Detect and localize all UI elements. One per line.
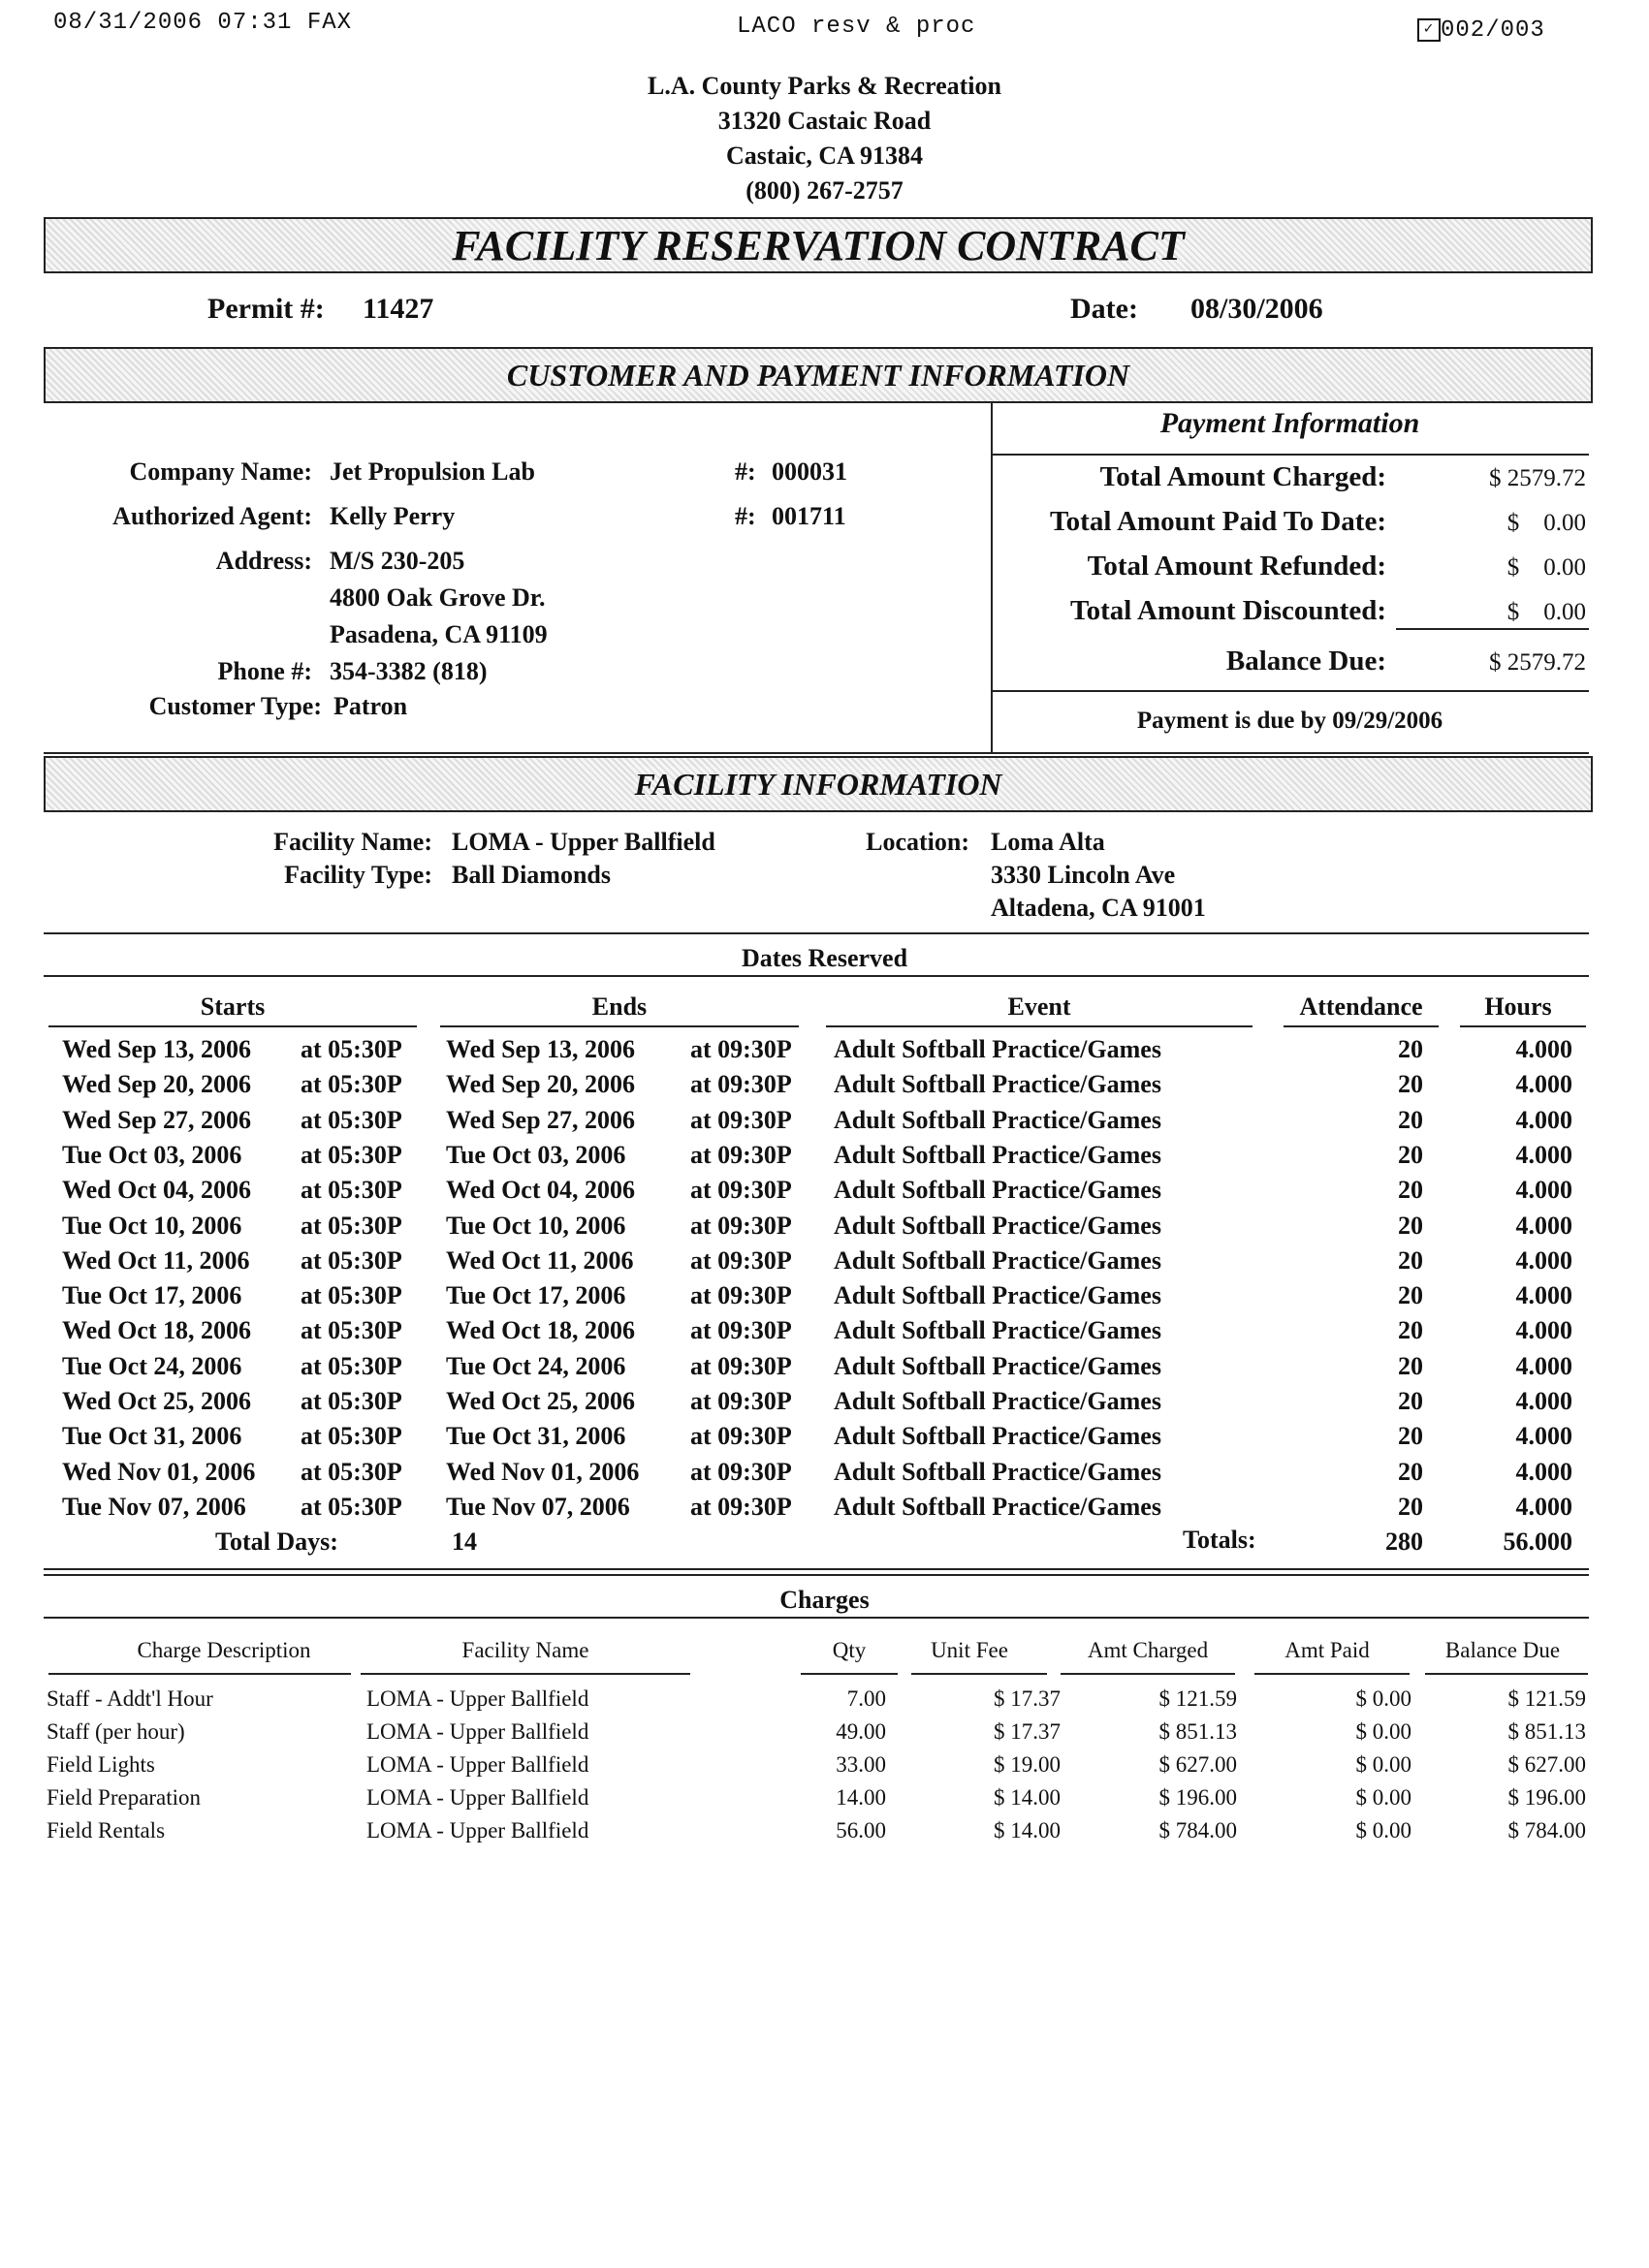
event-name: Adult Softball Practice/Games bbox=[834, 1035, 1161, 1063]
attendance: 20 bbox=[1398, 1105, 1423, 1134]
hours: 4.000 bbox=[1515, 1035, 1572, 1063]
charge-amt-charged: $ 784.00 bbox=[1158, 1818, 1237, 1843]
start-time: at 05:30P bbox=[301, 1457, 402, 1486]
col-ends: Ends bbox=[591, 992, 648, 1021]
fax-sender: LACO resv & proc bbox=[737, 14, 976, 40]
col-qty: Qty bbox=[832, 1638, 867, 1662]
attendance: 20 bbox=[1398, 1281, 1423, 1310]
location-label: Location: bbox=[866, 828, 969, 856]
charge-description: Field Preparation bbox=[47, 1785, 202, 1810]
charge-amt-paid: $ 0.00 bbox=[1355, 1719, 1411, 1744]
charge-unit-fee: $ 14.00 bbox=[994, 1818, 1061, 1843]
event-name: Adult Softball Practice/Games bbox=[834, 1457, 1161, 1486]
col-starts: Starts bbox=[200, 992, 266, 1021]
end-date: Wed Nov 01, 2006 bbox=[446, 1457, 640, 1486]
event-name: Adult Softball Practice/Games bbox=[834, 1492, 1161, 1521]
charge-row bbox=[0, 1752, 1649, 1787]
company-name-label: Company Name: bbox=[129, 457, 312, 486]
end-date: Wed Oct 25, 2006 bbox=[446, 1387, 635, 1415]
event-name: Adult Softball Practice/Games bbox=[834, 1176, 1161, 1205]
attendance: 20 bbox=[1398, 1211, 1423, 1240]
charge-qty: 56.00 bbox=[836, 1818, 886, 1843]
end-date: Tue Nov 07, 2006 bbox=[446, 1492, 630, 1521]
hours: 4.000 bbox=[1515, 1176, 1572, 1205]
agent-label: Authorized Agent: bbox=[112, 502, 312, 530]
col-charge-description: Charge Description bbox=[137, 1638, 311, 1662]
title-band bbox=[44, 217, 1593, 273]
date-row bbox=[0, 1316, 1649, 1351]
agent-name: Kelly Perry bbox=[330, 502, 456, 530]
dates-bottom-rule-1 bbox=[44, 1568, 1589, 1570]
org-name: L.A. County Parks & Recreation bbox=[648, 72, 1001, 100]
charge-facility: LOMA - Upper Ballfield bbox=[366, 1785, 589, 1810]
address-line-2: 4800 Oak Grove Dr. bbox=[330, 583, 546, 612]
date-row bbox=[0, 1458, 1649, 1493]
attendance: 20 bbox=[1398, 1140, 1423, 1169]
start-time: at 05:30P bbox=[301, 1492, 402, 1521]
end-time: at 09:30P bbox=[690, 1387, 792, 1415]
payment-heading-rule bbox=[991, 454, 1589, 456]
start-date: Wed Oct 25, 2006 bbox=[62, 1387, 251, 1415]
charge-unit-fee: $ 14.00 bbox=[994, 1785, 1061, 1810]
charge-unit-fee: $ 17.37 bbox=[994, 1719, 1061, 1744]
start-time: at 05:30P bbox=[301, 1351, 402, 1380]
start-date: Wed Oct 18, 2006 bbox=[62, 1316, 251, 1345]
total-hours: 56.000 bbox=[1503, 1528, 1572, 1556]
start-date: Wed Sep 27, 2006 bbox=[62, 1105, 252, 1134]
col-hours-rule bbox=[1460, 1025, 1586, 1027]
start-time: at 05:30P bbox=[301, 1316, 402, 1345]
end-date: Tue Oct 17, 2006 bbox=[446, 1281, 626, 1310]
date-row bbox=[0, 1176, 1649, 1211]
date-row bbox=[0, 1281, 1649, 1316]
charge-facility: LOMA - Upper Ballfield bbox=[366, 1752, 589, 1777]
total-charged: $ 2579.72 bbox=[1489, 465, 1586, 491]
date-row bbox=[0, 1246, 1649, 1281]
start-date: Tue Oct 10, 2006 bbox=[62, 1211, 242, 1240]
charge-unit-fee: $ 19.00 bbox=[994, 1752, 1061, 1777]
start-date: Wed Oct 04, 2006 bbox=[62, 1176, 251, 1205]
charge-description: Field Lights bbox=[47, 1752, 155, 1777]
event-name: Adult Softball Practice/Games bbox=[834, 1316, 1161, 1345]
charge-amt-paid: $ 0.00 bbox=[1355, 1785, 1411, 1810]
charge-description: Staff (per hour) bbox=[47, 1719, 185, 1744]
hours: 4.000 bbox=[1515, 1316, 1572, 1345]
facility-name: LOMA - Upper Ballfield bbox=[452, 828, 715, 856]
location-line-1: Loma Alta bbox=[991, 828, 1105, 856]
attendance: 20 bbox=[1398, 1070, 1423, 1099]
balance-due: $ 2579.72 bbox=[1489, 649, 1586, 676]
end-time: at 09:30P bbox=[690, 1176, 792, 1205]
total-paid-label: Total Amount Paid To Date: bbox=[1050, 506, 1386, 537]
address-line-1: M/S 230-205 bbox=[330, 547, 465, 575]
charge-description: Staff - Addt'l Hour bbox=[47, 1686, 213, 1711]
charge-facility: LOMA - Upper Ballfield bbox=[366, 1686, 589, 1711]
event-name: Adult Softball Practice/Games bbox=[834, 1281, 1161, 1310]
address-line-3: Pasadena, CA 91109 bbox=[330, 620, 548, 648]
end-time: at 09:30P bbox=[690, 1351, 792, 1380]
event-name: Adult Softball Practice/Games bbox=[834, 1211, 1161, 1240]
dates-heading: Dates Reserved bbox=[741, 944, 908, 972]
agent-number: 001711 bbox=[772, 502, 846, 530]
charge-qty: 7.00 bbox=[846, 1686, 886, 1711]
location-line-3: Altadena, CA 91001 bbox=[991, 894, 1206, 922]
end-date: Tue Oct 03, 2006 bbox=[446, 1140, 626, 1169]
start-date: Wed Sep 13, 2006 bbox=[62, 1035, 252, 1063]
end-date: Wed Oct 04, 2006 bbox=[446, 1176, 635, 1205]
hours: 4.000 bbox=[1515, 1105, 1572, 1134]
payment-sum-rule bbox=[1396, 628, 1589, 630]
event-name: Adult Softball Practice/Games bbox=[834, 1387, 1161, 1415]
location-line-2: 3330 Lincoln Ave bbox=[991, 861, 1176, 889]
start-time: at 05:30P bbox=[301, 1176, 402, 1205]
end-time: at 09:30P bbox=[690, 1492, 792, 1521]
charge-amt-charged: $ 627.00 bbox=[1158, 1752, 1237, 1777]
charge-row bbox=[0, 1818, 1649, 1853]
start-date: Tue Nov 07, 2006 bbox=[62, 1492, 246, 1521]
total-attendance: 280 bbox=[1385, 1528, 1423, 1556]
customer-type: Patron bbox=[333, 692, 408, 720]
col-event: Event bbox=[1007, 992, 1071, 1021]
total-discounted-label: Total Amount Discounted: bbox=[1069, 595, 1386, 626]
payment-footer-rule bbox=[991, 690, 1589, 692]
org-phone: (800) 267-2757 bbox=[745, 176, 904, 205]
total-refunded-label: Total Amount Refunded: bbox=[1087, 551, 1386, 582]
attendance: 20 bbox=[1398, 1422, 1423, 1451]
fax-page bbox=[1417, 17, 1545, 44]
charge-amt-charged: $ 851.13 bbox=[1158, 1719, 1237, 1744]
start-date: Tue Oct 03, 2006 bbox=[62, 1140, 242, 1169]
customer-type-label: Customer Type: bbox=[148, 692, 322, 720]
start-date: Tue Oct 24, 2006 bbox=[62, 1351, 242, 1380]
charge-amt-paid: $ 0.00 bbox=[1355, 1818, 1411, 1843]
charge-qty: 14.00 bbox=[836, 1785, 886, 1810]
fax-check-icon: ✓ bbox=[1417, 18, 1441, 42]
charge-row bbox=[0, 1719, 1649, 1754]
fax-page-number: 002/003 bbox=[1441, 17, 1545, 44]
col-attendance-rule bbox=[1284, 1025, 1439, 1027]
customer-box-bottom bbox=[44, 752, 1589, 754]
date-label: Date: bbox=[1070, 293, 1138, 325]
col-qty-rule bbox=[801, 1673, 898, 1675]
end-time: at 09:30P bbox=[690, 1211, 792, 1240]
date-row bbox=[0, 1352, 1649, 1387]
end-date: Tue Oct 24, 2006 bbox=[446, 1351, 626, 1380]
end-date: Tue Oct 31, 2006 bbox=[446, 1422, 626, 1451]
hours: 4.000 bbox=[1515, 1245, 1572, 1275]
end-time: at 09:30P bbox=[690, 1316, 792, 1345]
start-time: at 05:30P bbox=[301, 1245, 402, 1275]
start-time: at 05:30P bbox=[301, 1140, 402, 1169]
col-facility-name: Facility Name bbox=[461, 1638, 589, 1662]
end-time: at 09:30P bbox=[690, 1281, 792, 1310]
start-time: at 05:30P bbox=[301, 1105, 402, 1134]
col-hours: Hours bbox=[1484, 992, 1552, 1021]
permit-label: Permit #: bbox=[207, 293, 325, 325]
total-charged-label: Total Amount Charged: bbox=[1099, 461, 1386, 492]
attendance: 20 bbox=[1398, 1245, 1423, 1275]
permit-number: 11427 bbox=[363, 293, 434, 325]
charge-balance-due: $ 627.00 bbox=[1507, 1752, 1586, 1777]
end-time: at 09:30P bbox=[690, 1035, 792, 1063]
start-date: Wed Sep 20, 2006 bbox=[62, 1070, 252, 1099]
attendance: 20 bbox=[1398, 1035, 1423, 1063]
hours: 4.000 bbox=[1515, 1422, 1572, 1451]
end-time: at 09:30P bbox=[690, 1457, 792, 1486]
event-name: Adult Softball Practice/Games bbox=[834, 1351, 1161, 1380]
end-date: Tue Oct 10, 2006 bbox=[446, 1211, 626, 1240]
date-row bbox=[0, 1141, 1649, 1176]
hours: 4.000 bbox=[1515, 1351, 1572, 1380]
company-number: 000031 bbox=[772, 457, 847, 486]
event-name: Adult Softball Practice/Games bbox=[834, 1140, 1161, 1169]
col-ends-rule bbox=[440, 1025, 799, 1027]
dates-bottom-rule-2 bbox=[44, 1574, 1589, 1576]
start-date: Tue Oct 31, 2006 bbox=[62, 1422, 242, 1451]
total-days: 14 bbox=[452, 1528, 477, 1556]
end-time: at 09:30P bbox=[690, 1105, 792, 1134]
end-date: Wed Sep 27, 2006 bbox=[446, 1105, 636, 1134]
attendance: 20 bbox=[1398, 1316, 1423, 1345]
facility-band bbox=[44, 756, 1593, 812]
col-amt-paid: Amt Paid bbox=[1284, 1638, 1370, 1662]
hours: 4.000 bbox=[1515, 1070, 1572, 1099]
charge-qty: 49.00 bbox=[836, 1719, 886, 1744]
charges-heading-rule bbox=[44, 1617, 1589, 1619]
org-street: 31320 Castaic Road bbox=[717, 107, 932, 135]
agent-number-label: #: bbox=[735, 502, 756, 530]
start-time: at 05:30P bbox=[301, 1281, 402, 1310]
section-facility-title: FACILITY INFORMATION bbox=[634, 766, 1002, 802]
col-balance-due: Balance Due bbox=[1444, 1638, 1561, 1662]
date-row bbox=[0, 1493, 1649, 1528]
charge-unit-fee: $ 17.37 bbox=[994, 1686, 1061, 1711]
col-attendance: Attendance bbox=[1299, 992, 1423, 1021]
date-row bbox=[0, 1035, 1649, 1070]
end-date: Wed Sep 20, 2006 bbox=[446, 1070, 636, 1099]
end-date: Wed Oct 18, 2006 bbox=[446, 1316, 635, 1345]
event-name: Adult Softball Practice/Games bbox=[834, 1245, 1161, 1275]
start-time: at 05:30P bbox=[301, 1070, 402, 1099]
col-unit-fee-rule bbox=[911, 1673, 1047, 1675]
charge-row bbox=[0, 1785, 1649, 1820]
attendance: 20 bbox=[1398, 1176, 1423, 1205]
charge-balance-due: $ 851.13 bbox=[1507, 1719, 1586, 1744]
col-unit-fee: Unit Fee bbox=[931, 1638, 1008, 1662]
col-event-rule bbox=[826, 1025, 1253, 1027]
col-starts-rule bbox=[48, 1025, 417, 1027]
start-date: Wed Oct 11, 2006 bbox=[62, 1245, 250, 1275]
dates-heading-rule bbox=[44, 975, 1589, 977]
org-city: Castaic, CA 91384 bbox=[726, 142, 923, 170]
charge-balance-due: $ 121.59 bbox=[1507, 1686, 1586, 1711]
address-label: Address: bbox=[215, 547, 312, 575]
col-amt-charged-rule bbox=[1061, 1673, 1235, 1675]
hours: 4.000 bbox=[1515, 1492, 1572, 1521]
hours: 4.000 bbox=[1515, 1140, 1572, 1169]
start-date: Tue Oct 17, 2006 bbox=[62, 1281, 242, 1310]
balance-due-label: Balance Due: bbox=[1225, 646, 1386, 677]
date-row bbox=[0, 1212, 1649, 1246]
hours: 4.000 bbox=[1515, 1281, 1572, 1310]
end-time: at 09:30P bbox=[690, 1070, 792, 1099]
end-time: at 09:30P bbox=[690, 1140, 792, 1169]
facility-name-label: Facility Name: bbox=[273, 828, 432, 856]
date-row bbox=[0, 1070, 1649, 1105]
col-charge-description-rule bbox=[48, 1673, 351, 1675]
charge-row bbox=[0, 1686, 1649, 1721]
charge-qty: 33.00 bbox=[836, 1752, 886, 1777]
date-row bbox=[0, 1106, 1649, 1141]
phone-number: 354-3382 (818) bbox=[330, 657, 488, 685]
event-name: Adult Softball Practice/Games bbox=[834, 1105, 1161, 1134]
end-time: at 09:30P bbox=[690, 1422, 792, 1451]
fax-datetime: 08/31/2006 07:31 FAX bbox=[53, 10, 353, 36]
attendance: 20 bbox=[1398, 1351, 1423, 1380]
charge-balance-due: $ 784.00 bbox=[1507, 1818, 1586, 1843]
start-date: Wed Nov 01, 2006 bbox=[62, 1457, 256, 1486]
dates-top-rule bbox=[44, 932, 1589, 934]
charge-amt-charged: $ 196.00 bbox=[1158, 1785, 1237, 1810]
attendance: 20 bbox=[1398, 1457, 1423, 1486]
start-time: at 05:30P bbox=[301, 1422, 402, 1451]
start-time: at 05:30P bbox=[301, 1211, 402, 1240]
end-date: Wed Sep 13, 2006 bbox=[446, 1035, 636, 1063]
total-discounted: $ 0.00 bbox=[1506, 599, 1586, 625]
customer-band bbox=[44, 347, 1593, 403]
end-date: Wed Oct 11, 2006 bbox=[446, 1245, 634, 1275]
start-time: at 05:30P bbox=[301, 1035, 402, 1063]
phone-label: Phone #: bbox=[217, 657, 312, 685]
payment-heading: Payment Information bbox=[1159, 407, 1420, 439]
charges-heading: Charges bbox=[779, 1586, 870, 1614]
charge-description: Field Rentals bbox=[47, 1818, 166, 1843]
hours: 4.000 bbox=[1515, 1387, 1572, 1415]
attendance: 20 bbox=[1398, 1387, 1423, 1415]
hours: 4.000 bbox=[1515, 1457, 1572, 1486]
col-balance-due-rule bbox=[1425, 1673, 1588, 1675]
section-customer-title: CUSTOMER AND PAYMENT INFORMATION bbox=[506, 357, 1130, 393]
facility-type: Ball Diamonds bbox=[452, 861, 611, 889]
hours: 4.000 bbox=[1515, 1211, 1572, 1240]
totals-label: Totals: bbox=[1183, 1526, 1256, 1554]
page-title: FACILITY RESERVATION CONTRACT bbox=[452, 221, 1185, 269]
charge-amt-paid: $ 0.00 bbox=[1355, 1686, 1411, 1711]
charge-facility: LOMA - Upper Ballfield bbox=[366, 1719, 589, 1744]
attendance: 20 bbox=[1398, 1492, 1423, 1521]
total-days-label: Total Days: bbox=[215, 1528, 338, 1556]
start-time: at 05:30P bbox=[301, 1387, 402, 1415]
total-paid: $ 0.00 bbox=[1506, 510, 1586, 536]
charge-amt-paid: $ 0.00 bbox=[1355, 1752, 1411, 1777]
date-row bbox=[0, 1422, 1649, 1457]
charge-balance-due: $ 196.00 bbox=[1507, 1785, 1586, 1810]
charge-amt-charged: $ 121.59 bbox=[1158, 1686, 1237, 1711]
facility-type-label: Facility Type: bbox=[284, 861, 432, 889]
charge-facility: LOMA - Upper Ballfield bbox=[366, 1818, 589, 1843]
col-amt-paid-rule bbox=[1254, 1673, 1410, 1675]
event-name: Adult Softball Practice/Games bbox=[834, 1070, 1161, 1099]
company-number-label: #: bbox=[735, 457, 756, 486]
payment-due-note: Payment is due by 09/29/2006 bbox=[1136, 708, 1443, 734]
contract-date: 08/30/2006 bbox=[1190, 293, 1323, 325]
col-amt-charged: Amt Charged bbox=[1087, 1638, 1209, 1662]
date-row bbox=[0, 1387, 1649, 1422]
total-refunded: $ 0.00 bbox=[1506, 554, 1586, 581]
col-facility-name-rule bbox=[361, 1673, 690, 1675]
end-time: at 09:30P bbox=[690, 1245, 792, 1275]
event-name: Adult Softball Practice/Games bbox=[834, 1422, 1161, 1451]
company-name: Jet Propulsion Lab bbox=[330, 457, 535, 486]
